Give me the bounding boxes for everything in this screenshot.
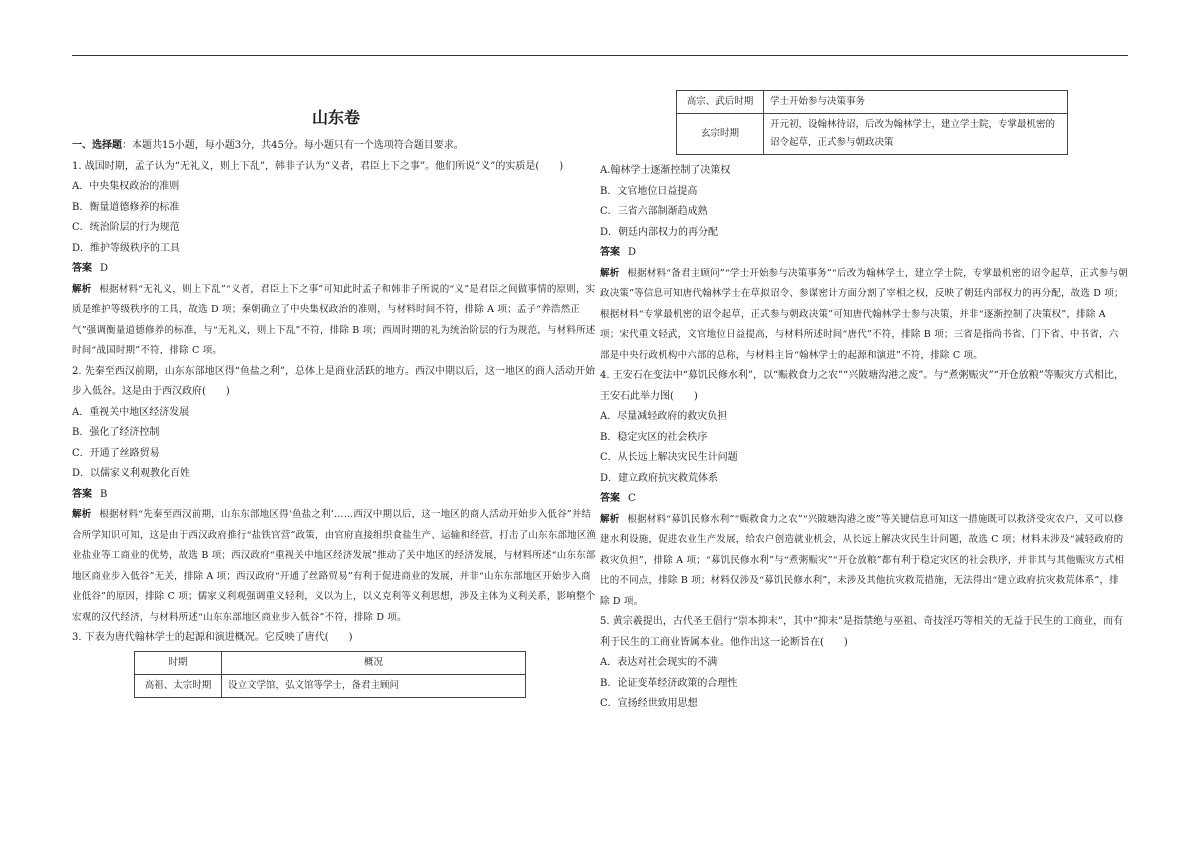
q5-option-a: A．表达对社会现实的不满	[600, 657, 718, 668]
answer-label: 答案	[72, 488, 92, 500]
question-3-stem: 3. 下表为唐代翰林学士的起源和演进概况。它反映了唐代( )	[72, 632, 353, 643]
q1-option-a: A．中央集权政治的准则	[72, 181, 180, 192]
q2-option-d: D．以儒家义利观教化百姓	[72, 468, 191, 479]
question-4-stem: 4. 王安石在变法中“募饥民修水利”，以“赈救食力之农”“兴陂塘沟港之废”。与“煮粥赈灾”“开仓放粮”等赈灾方式相比，王安石此举力图( )	[600, 370, 1124, 402]
right-column	[600, 90, 1128, 715]
q3-table-part1	[134, 651, 526, 698]
q4-option-a: A．尽量减轻政府的救灾负担	[600, 411, 728, 422]
q2-option-a: A．重视关中地区经济发展	[72, 406, 190, 418]
q4-explanation-text: 根据材料“募饥民修水利”“赈救食力之农”“兴陂塘沟港之废”等关键信息可知这一措施既可以救济受灾农户，又可以修建水利设施，促进农业生产发展，给农户创造就业机会，从长远上解决灾民生计问题，故选 C 项；材料未涉及“减轻政府的救灾负担”，排除 A 项；“募饥民修水利”与“煮粥赈灾”“开仓放粮”都有利于稳定灾区的社会秩序，并非其与其他赈灾方式相比的不同点，排除 B 项；材料仅涉及“募饥民修水利”，未涉及其他抗灾救荒措施，无法得出“建立政府抗灾救荒体系”，排除 D 项。	[600, 513, 1125, 607]
table-header-overview: 概况	[222, 651, 526, 674]
table-cell-overview: 学士开始参与决策事务	[764, 91, 1068, 114]
q2-explanation-text: 根据材料“先秦至西汉前期，山东东部地区得‘鱼盐之利’……西汉中期以后，这一地区的商人活动开始步入低谷”并结合所学知识可知，这是由于西汉政府推行“盐铁官营”政策，由官府直接组织食盐生产、运输和经营，打击了山东东部地区渔业盐业等工商业的优势，故选 B 项；西汉政府“重视关中地区经济发展”推动了关中地区的经济发展，与材料所述“山东东部地区商业步入低谷”无关，排除 A 项；西汉政府“开通了丝路贸易”有利于促进商业的发展，并非“山东东部地区开始步入商业低谷”的原因，排除 C 项；儒家义利观强调重义轻利，义以为上，以义克利等义利思想，涉及主体为义利关系，影响整个宏观的汉代经济，与材料所述“山东东部地区商业步入低谷”不符，排除 D 项。	[72, 509, 597, 623]
table-row	[135, 674, 526, 697]
answer-label: 答案	[600, 247, 620, 258]
q4-option-b: B．稳定灾区的社会秩序	[600, 431, 708, 443]
q1-answer-value: D	[100, 263, 109, 274]
q3-option-b: B．文官地位日益提高	[600, 185, 698, 197]
q4-option-d: D．建立政府抗灾救荒体系	[600, 472, 719, 484]
q4-answer-value: C	[628, 493, 636, 504]
table-cell-period: 玄宗时期	[677, 114, 764, 155]
table-row	[677, 91, 1068, 114]
section-instructions	[72, 136, 600, 157]
q3-answer	[600, 243, 1128, 264]
answer-label: 答案	[72, 263, 92, 274]
table-header-row	[135, 651, 526, 674]
q3-option-c: C．三省六部制渐趋成熟	[600, 206, 708, 217]
table-header-period: 时期	[135, 651, 222, 674]
q5-option-c: C．宣扬经世致用思想	[600, 698, 698, 709]
table-row	[677, 114, 1068, 155]
q2-explanation	[72, 505, 600, 628]
q1-option-c: C．统治阶层的行为规范	[72, 222, 180, 233]
q1-explanation-text: 根据材料“无礼义，则上下乱”“义者，君臣上下之事”可知此时孟子和韩非子所说的“义”是君臣之间做事情的原则，实质是维护等级秩序的工具，故选 D 项；秦朝确立了中央集权政治的准则，与材料时间不符，排除 A 项；孟子“养浩然正气”强调衡量道德修养的标准，与“无礼义，则上下乱”不符，排除 B 项；西周时期的礼为统治阶层的行为规范，与材料所述时间“战国时期”不符，排除 C 项。	[72, 283, 596, 356]
q5-option-b: B．论证变革经济政策的合理性	[600, 677, 738, 689]
q2-option-b: B．强化了经济控制	[72, 427, 160, 438]
table-cell-overview: 设立文学馆，弘文馆等学士，备君主顾问	[222, 674, 526, 697]
q3-option-d: D．朝廷内部权力的再分配	[600, 226, 719, 238]
q4-answer	[600, 489, 1128, 510]
q3-explanation-text: 根据材料“备君主顾问”“学士开始参与决策事务”“后改为翰林学士，建立学士院，专掌最机密的诏令起草，正式参与朝政决策”等信息可知唐代翰林学士在草拟诏令、参谋密计方面分割了宰相之权，反映了朝廷内部权力的再分配，故选 D 项；根据材料“专掌最机密的诏令起草，正式参与朝政决策”可知唐代翰林学士参与决策，并非“逐渐控制了决策权”，排除 A 项；宋代重文轻武，文官地位日益提高，与材料所述时间“唐代”不符，排除 B 项；三省是指尚书省、门下省、中书省，六部是中央行政机构中六部的总称，与材料主旨“翰林学士的起源和演进”不符，排除 C 项。	[600, 267, 1128, 361]
question-5-stem: 5. 黄宗羲提出，古代圣王倡行“崇本抑末”，其中“抑末”是指禁绝与巫祖、奇技淫巧等相关的无益于民生的工商业，而有利于民生的工商业皆属本业。他作出这一论断旨在( )	[600, 616, 1124, 648]
q3-explanation	[600, 264, 1128, 367]
q1-answer	[72, 259, 600, 280]
section-desc: ：本题共15小题，每小题3分，共45分。每小题只有一个选项符合题目要求。	[122, 140, 464, 151]
explain-label: 解析	[72, 283, 92, 295]
q2-answer-value: B	[100, 488, 108, 500]
q4-option-c: C．从长远上解决灾民生计问题	[600, 452, 738, 463]
page-title: 山东卷	[311, 108, 360, 127]
explain-label: 解析	[72, 509, 92, 520]
table-cell-period: 高祖、太宗时期	[135, 674, 222, 697]
table-cell-overview: 开元初，设翰林待诏，后改为翰林学士，建立学士院，专掌最机密的诏令起草，正式参与朝政决策	[764, 114, 1068, 155]
question-2-stem: 2. 先秦至西汉前期，山东东部地区得“鱼盐之利”，总体上是商业活跃的地方。西汉中期以后，这一地区的商人活动开始步入低谷。这是由于西汉政府( )	[72, 365, 595, 397]
answer-label: 答案	[600, 493, 620, 504]
question-1-stem: 1. 战国时期，孟子认为“无礼义，则上下乱”，韩非子认为“义者，君臣上下之事”。他们所说“义”的实质是( )	[72, 160, 564, 172]
q1-option-b: B．衡量道德修养的标准	[72, 201, 180, 213]
q3-table-part2	[676, 90, 1068, 155]
table-cell-period: 高宗、武后时期	[677, 91, 764, 114]
explain-label: 解析	[600, 513, 620, 525]
q1-explanation	[72, 280, 600, 362]
explain-label: 解析	[600, 267, 620, 279]
q2-answer	[72, 485, 600, 506]
q3-option-a: A.翰林学士逐渐控制了决策权	[600, 165, 731, 176]
q2-option-c: C．开通了丝路贸易	[72, 447, 160, 459]
section-heading: 一、选择题	[72, 140, 122, 151]
left-column	[72, 90, 600, 702]
q1-option-d: D．维护等级秩序的工具	[72, 242, 181, 254]
header-rule	[72, 55, 1128, 56]
q4-explanation	[600, 510, 1128, 613]
q3-answer-value: D	[628, 247, 637, 258]
